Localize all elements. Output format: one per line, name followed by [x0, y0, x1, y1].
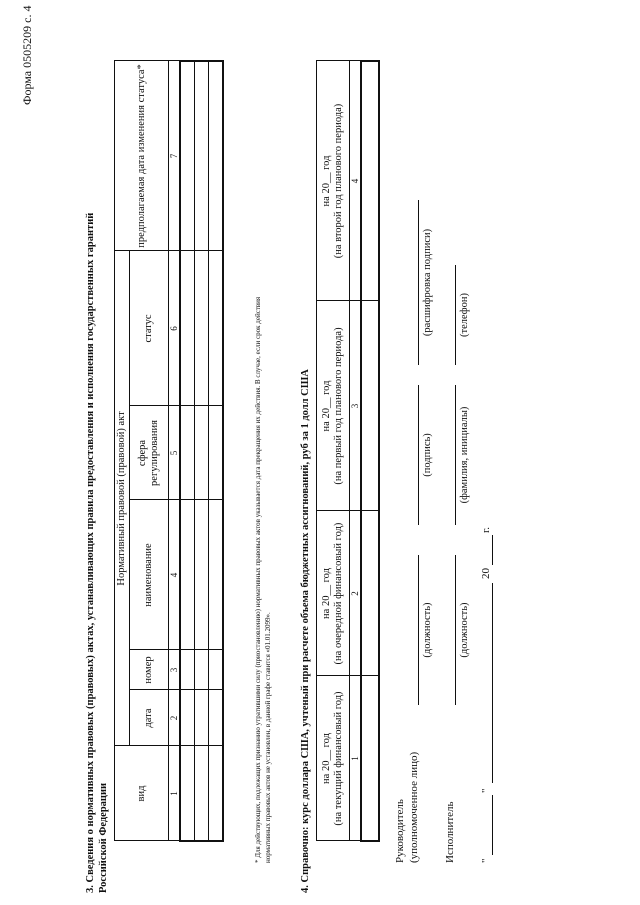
col-number: 4 — [169, 500, 181, 650]
date-year-suffix: г. — [480, 526, 492, 533]
executor-phone-caption: (телефон) — [459, 293, 470, 337]
table-row — [209, 61, 224, 841]
table-cell[interactable] — [180, 746, 195, 841]
head-name-line[interactable] — [418, 200, 419, 365]
col-number: 2 — [169, 690, 181, 746]
col-number: 5 — [169, 406, 181, 500]
table-cell[interactable] — [195, 746, 209, 841]
table-cell[interactable] — [180, 251, 195, 406]
table-cell[interactable] — [180, 61, 195, 251]
s4-col-current-year: на 20__ год (на текущий финансовый год) — [317, 676, 350, 841]
date-quote-open: " — [480, 858, 492, 863]
table-cell[interactable] — [195, 500, 209, 650]
table-cell[interactable] — [180, 650, 195, 690]
col-number: 1 — [169, 746, 181, 841]
table-cell[interactable] — [209, 500, 224, 650]
table-row — [195, 61, 209, 841]
table-cell[interactable] — [209, 406, 224, 500]
act-group-header: Нормативный правовой (правовой) акт — [115, 251, 130, 746]
executor-name-caption: (фамилия, инициалы) — [459, 406, 470, 504]
col-number: 7 — [169, 61, 181, 251]
date-year-prefix: 20 — [480, 568, 492, 579]
head-label-sub: (уполномоченное лицо) — [408, 751, 420, 863]
s4-col-plan-year-1: на 20__ год (на первый год планового периода) — [317, 301, 350, 511]
head-position-caption: (должность) — [422, 602, 433, 658]
table-cell[interactable] — [361, 676, 379, 841]
date-month-line[interactable] — [492, 583, 493, 783]
head-signature-caption: (подпись) — [422, 433, 433, 477]
head-name-caption: (расшифровка подписи) — [422, 228, 433, 337]
col-number: 3 — [169, 650, 181, 690]
col-sphere-header: сфера регулирования — [130, 406, 169, 500]
col-number: 4 — [350, 61, 362, 301]
col-type-header: вид — [115, 746, 169, 841]
table-cell[interactable] — [361, 61, 379, 301]
col-date-header: дата — [130, 690, 169, 746]
executor-position-line[interactable] — [455, 555, 456, 705]
section4-title: 4. Справочно: курс доллара США, учтеный при расчете объема бюджетных ассигнований, руб за 1 долл США — [300, 369, 311, 893]
footnote-line-2: нормативных правовых актов не установлен, в данной графе ставится «01.01.2099». — [264, 612, 272, 863]
col-status-header: статус — [130, 251, 169, 406]
form-id: Форма 0505209 с. 4 — [20, 5, 34, 105]
col-status-change-date-header: предполагаемая дата изменения статуса* — [115, 61, 169, 251]
date-quote-close: " — [480, 788, 492, 793]
section3-table — [114, 60, 224, 842]
executor-name-line[interactable] — [455, 385, 456, 525]
table-cell[interactable] — [195, 406, 209, 500]
date-year-line[interactable] — [492, 535, 493, 565]
table-cell[interactable] — [209, 251, 224, 406]
section3-title-cont: Российской Федерации — [98, 782, 109, 893]
section3-title: 3. Сведения о нормативных правовых (правовых) актах, устанавливающих правила предоставления и исполнения государственных гарантий — [85, 212, 96, 893]
col-number: 6 — [169, 251, 181, 406]
table-cell[interactable] — [209, 746, 224, 841]
table-row — [361, 61, 379, 841]
col-number-header: номер — [130, 650, 169, 690]
s4-col-next-year: на 20__ год (на очередной финансовый год) — [317, 511, 350, 676]
table-cell[interactable] — [361, 301, 379, 511]
col-number: 1 — [350, 676, 362, 841]
s4-col-plan-year-2: на 20__ год (на второй год планового периода) — [317, 61, 350, 301]
col-number: 2 — [350, 511, 362, 676]
table-cell[interactable] — [209, 61, 224, 251]
date-day-line[interactable] — [492, 795, 493, 855]
head-label: Руководитель — [394, 799, 406, 863]
head-position-line[interactable] — [418, 555, 419, 705]
executor-label: Исполнитель — [444, 801, 456, 863]
section4-table — [316, 60, 380, 842]
table-row — [180, 61, 195, 841]
table-cell[interactable] — [195, 690, 209, 746]
executor-phone-line[interactable] — [455, 265, 456, 365]
table-cell[interactable] — [180, 406, 195, 500]
table-cell[interactable] — [361, 511, 379, 676]
col-number: 3 — [350, 301, 362, 511]
table-cell[interactable] — [180, 690, 195, 746]
table-cell[interactable] — [209, 690, 224, 746]
executor-position-caption: (должность) — [459, 602, 470, 658]
table-cell[interactable] — [180, 500, 195, 650]
head-signature-line[interactable] — [418, 385, 419, 525]
table-cell[interactable] — [195, 251, 209, 406]
footnote-line-1: * Для действующих, подлежащих признанию утратившими силу (приостановлению) нормативных правовых актов указывается дата прекращения их действия. В случае, если срок действия — [254, 296, 262, 863]
col-name-header: наименование — [130, 500, 169, 650]
table-cell[interactable] — [209, 650, 224, 690]
table-cell[interactable] — [195, 61, 209, 251]
table-cell[interactable] — [195, 650, 209, 690]
